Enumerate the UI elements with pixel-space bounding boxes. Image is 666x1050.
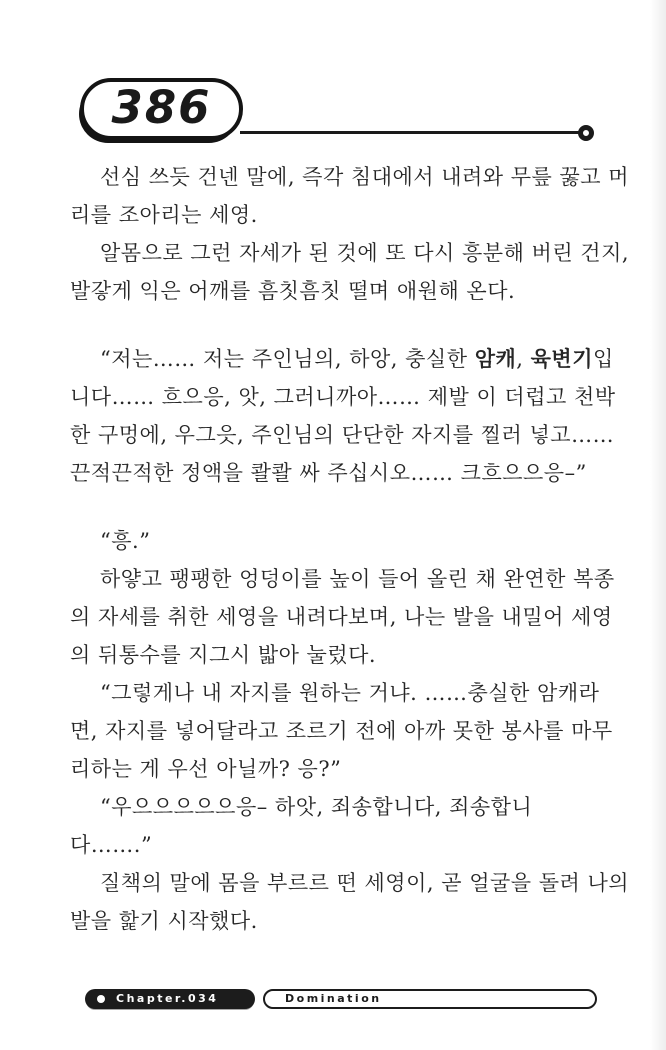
text-line — [70, 902, 602, 940]
text-line — [70, 158, 630, 196]
text-segment: 알몸으로 그런 자세가 된 것에 또 다시 흥분해 버린 건지, — [100, 241, 630, 265]
text-segment: 질책의 말에 몸을 부르르 떤 세영이, 곧 얼굴을 돌려 나의 — [100, 871, 630, 895]
text-line — [70, 234, 630, 272]
page-header — [0, 0, 666, 160]
text-line — [70, 788, 602, 826]
text-segment: “그렇게나 내 자지를 원하는 거냐. ……충실한 암캐라 — [100, 681, 600, 705]
text-segment: 발을 핥기 시작했다. — [70, 909, 258, 933]
text-line — [70, 712, 613, 750]
bullet-dot-icon — [97, 995, 105, 1003]
series-label: Domination — [285, 992, 382, 1005]
text-segment: “우으으으으으응– 하앗, 죄송합니다, 죄송합니 — [100, 795, 533, 819]
page-footer — [85, 988, 597, 1009]
paragraph — [70, 234, 630, 310]
text-line — [70, 196, 602, 234]
series-badge — [263, 989, 597, 1009]
text-segment: 면, 자지를 넣어달라고 조르기 전에 아까 못한 봉사를 마무 — [70, 719, 613, 743]
paragraph — [70, 674, 613, 788]
text-segment: 하얗고 팽팽한 엉덩이를 높이 들어 올린 채 완연한 복종 — [100, 567, 615, 591]
text-segment: 의 뒤통수를 지그시 밟아 눌렀다. — [70, 643, 377, 667]
text-segment: “흥.” — [100, 529, 151, 553]
paragraph — [70, 340, 616, 492]
emphasized-text-segment: 암캐 — [474, 347, 517, 371]
text-segment: 리하는 게 우선 아닐까? 응?” — [70, 757, 342, 781]
page-number-badge — [80, 78, 243, 140]
text-segment: 끈적끈적한 정액을 콸콸 싸 주십시오…… 크흐으으응–” — [70, 461, 587, 485]
chapter-badge — [85, 989, 255, 1009]
paragraph — [70, 158, 630, 234]
paragraph — [70, 864, 630, 940]
paragraph — [70, 788, 602, 864]
text-line — [70, 522, 602, 560]
text-line — [70, 864, 630, 902]
text-line — [70, 636, 602, 674]
text-line — [70, 826, 602, 864]
text-line — [70, 598, 613, 636]
paragraph — [70, 522, 602, 560]
header-rule — [240, 131, 580, 134]
page-number: 386 — [111, 80, 212, 134]
text-segment: , — [516, 347, 531, 371]
text-line — [70, 560, 615, 598]
text-line — [70, 454, 602, 492]
text-line — [70, 750, 602, 788]
text-segment: 한 구멍에, 우그읏, 주인님의 단단한 자지를 찔러 넣고…… — [70, 423, 615, 447]
text-segment: 발갛게 익은 어깨를 흠칫흠칫 떨며 애원해 온다. — [70, 279, 516, 303]
chapter-label: Chapter.034 — [116, 992, 219, 1005]
text-segment: 의 자세를 취한 세영을 내려다보며, 나는 발을 내밀어 세영 — [70, 605, 613, 629]
text-segment: 니다…… 흐으응, 앗, 그러니까아…… 제발 이 더럽고 천박 — [70, 385, 616, 409]
text-segment: 입 — [592, 347, 614, 371]
text-line — [70, 378, 616, 416]
body-text — [70, 158, 630, 940]
emphasized-text-segment: 육변기 — [530, 347, 593, 371]
text-line — [70, 272, 602, 310]
text-line — [70, 416, 615, 454]
text-line — [70, 340, 614, 378]
text-segment: 선심 쓰듯 건넨 말에, 즉각 침대에서 내려와 무릎 꿇고 머 — [100, 165, 630, 189]
text-line — [70, 674, 602, 712]
paragraph — [70, 560, 615, 674]
text-segment: “저는…… 저는 주인님의, 하앙, 충실한 — [100, 347, 475, 371]
ring-ornament-icon — [578, 125, 594, 141]
text-segment: 리를 조아리는 세영. — [70, 203, 258, 227]
text-segment: 다…….” — [70, 833, 153, 857]
